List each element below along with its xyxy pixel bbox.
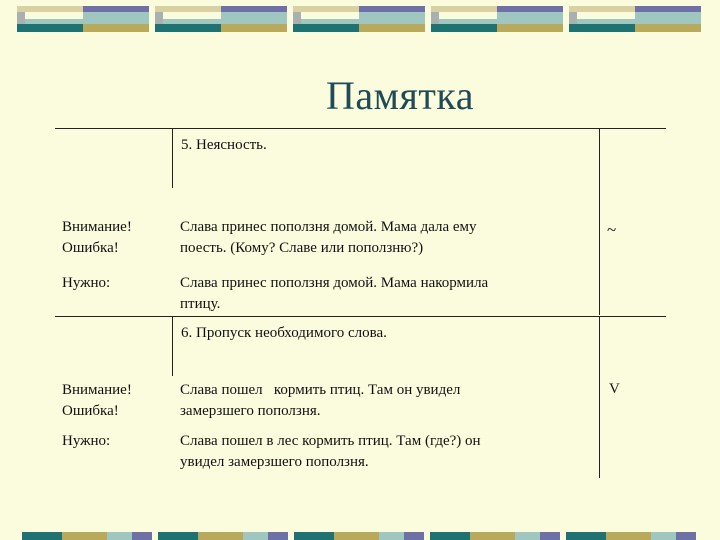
decoration-segment (334, 532, 379, 540)
decoration-segment (359, 12, 425, 24)
section5-attention-label-line1: Внимание! (62, 219, 132, 235)
section5-correct-text-line2: птицу. (180, 296, 221, 312)
decoration-segment (431, 24, 497, 32)
section6-attention-label-line1: Внимание! (62, 382, 132, 398)
decoration-segment (163, 12, 221, 19)
table-left-divider-lower (172, 316, 173, 376)
decoration-segment (221, 12, 287, 24)
section6-error-text-line1: Слава пошел кормить птиц. Там он увидел (180, 382, 461, 398)
decoration-segment (107, 532, 132, 540)
decoration-segment (540, 532, 560, 540)
decoration-segment (301, 12, 359, 19)
decoration-segment (268, 532, 288, 540)
slide-title: Памятка (326, 73, 474, 118)
decoration-segment (294, 532, 334, 540)
decoration-segment (515, 532, 540, 540)
decoration-segment (155, 12, 163, 24)
section6-attention-label-line2: Ошибка! (62, 403, 119, 419)
section5-correct-label: Нужно: (62, 275, 111, 291)
decoration-segment (497, 12, 563, 24)
section6-correct-text-line1: Слава пошел в лес кормить птиц. Там (где?) он (180, 433, 481, 449)
section5-error-text-line2: поесть. (Кому? Славе или поползню?) (180, 240, 424, 256)
decoration-segment (22, 532, 62, 540)
section6-mark: V (609, 381, 620, 397)
decoration-segment (404, 532, 424, 540)
bottom-tile-3 (294, 532, 424, 540)
decoration-segment (293, 12, 301, 24)
decoration-segment (17, 24, 83, 32)
section6-correct-text-line2: увидел замерзшего поползня. (180, 454, 369, 470)
decoration-segment (676, 532, 696, 540)
table-middle-rule (55, 316, 666, 317)
section5-correct-text-line1: Слава принес поползня домой. Мама накормила (180, 275, 489, 291)
section5-attention-label-line2: Ошибка! (62, 240, 119, 256)
decoration-segment (62, 532, 107, 540)
bottom-tile-2 (158, 532, 288, 540)
table-left-divider-upper (172, 128, 173, 188)
decoration-segment (155, 24, 221, 32)
decoration-segment (132, 532, 152, 540)
decoration-segment (83, 12, 149, 24)
decoration-segment (379, 532, 404, 540)
decoration-segment (497, 24, 563, 32)
decoration-segment (577, 12, 635, 19)
decoration-segment (17, 12, 25, 24)
table-right-divider-upper (599, 128, 600, 315)
top-tile-4 (431, 6, 563, 32)
decoration-segment (606, 532, 651, 540)
section6-correct-label: Нужно: (62, 433, 111, 449)
decoration-segment (635, 12, 701, 24)
decoration-segment (293, 24, 359, 32)
decoration-segment (569, 24, 635, 32)
decoration-segment (431, 12, 439, 24)
table-top-rule (55, 128, 666, 129)
decoration-segment (83, 24, 149, 32)
top-decoration-strip (0, 6, 720, 32)
table-right-divider-lower (599, 316, 600, 478)
decoration-segment (158, 532, 198, 540)
section6-heading: 6. Пропуск необходимого слова. (181, 325, 387, 341)
top-tile-3 (293, 6, 425, 32)
decoration-segment (651, 532, 676, 540)
top-tile-5 (569, 6, 701, 32)
decoration-segment (243, 532, 268, 540)
decoration-segment (430, 532, 470, 540)
decoration-segment (198, 532, 243, 540)
section5-mark: ~ (607, 220, 617, 239)
decoration-segment (635, 24, 701, 32)
bottom-tile-5 (566, 532, 696, 540)
bottom-tile-4 (430, 532, 560, 540)
bottom-tile-1 (22, 532, 152, 540)
decoration-segment (566, 532, 606, 540)
decoration-segment (221, 24, 287, 32)
decoration-segment (25, 12, 83, 19)
bottom-decoration-strip (0, 532, 720, 540)
top-tile-1 (17, 6, 149, 32)
decoration-segment (569, 12, 577, 24)
section5-error-text-line1: Слава принес поползня домой. Мама дала ему (180, 219, 477, 235)
top-tile-2 (155, 6, 287, 32)
decoration-segment (470, 532, 515, 540)
section6-error-text-line2: замерзшего поползня. (180, 403, 321, 419)
decoration-segment (359, 24, 425, 32)
decoration-segment (439, 12, 497, 19)
section5-heading: 5. Неясность. (181, 137, 267, 153)
